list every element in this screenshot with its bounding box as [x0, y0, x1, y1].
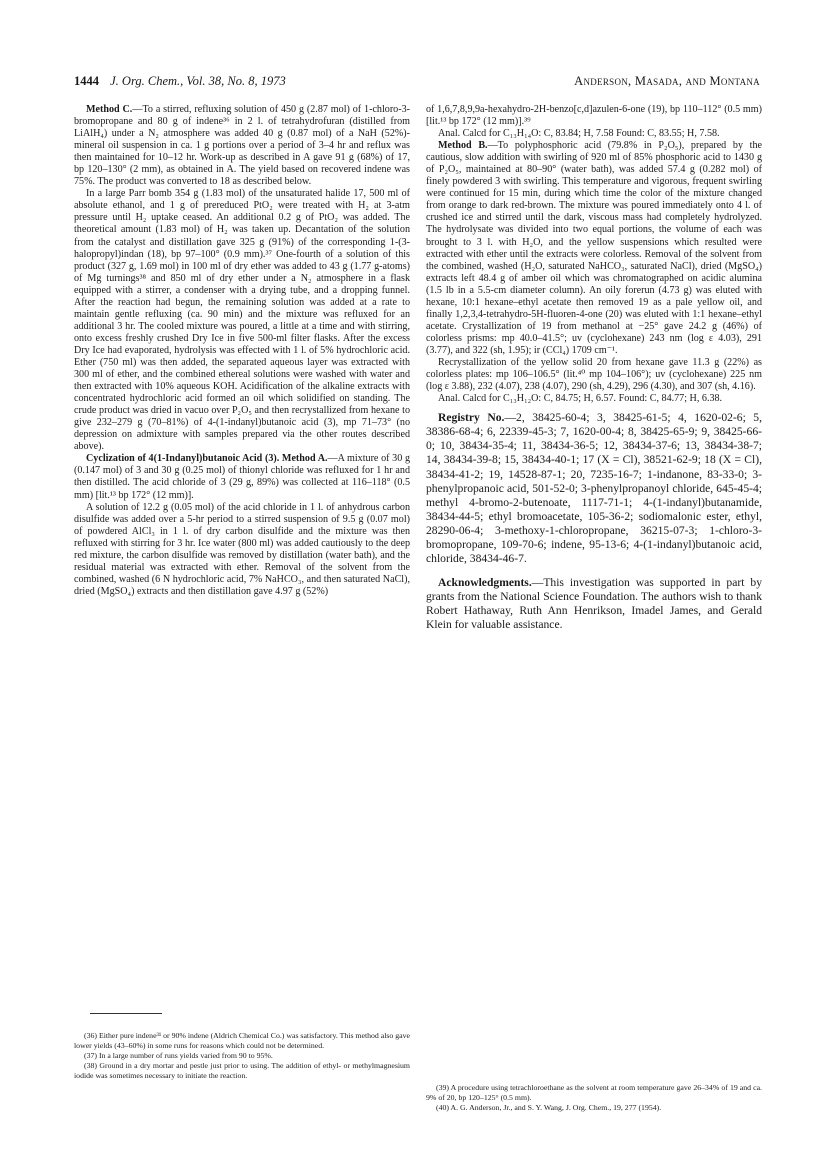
- registry-heading: Registry No.: [438, 411, 505, 425]
- footnotes-left: [74, 1031, 410, 1081]
- cyclization-heading: Cyclization of 4(1-Indanyl)butanoic Acid (3). Method A.: [86, 453, 328, 465]
- method-b-paragraph: [426, 140, 762, 357]
- continued-paragraph: of 1,6,7,8,9,9a-hexahydro-2H-benzo[c,d]azulen-6-one (19), bp 110–112° (0.5 mm) [lit.¹³ bp 172° (12 mm)].³⁹: [426, 104, 762, 128]
- cyclization-paragraph: [74, 453, 410, 501]
- method-c-heading: Method C.: [86, 104, 133, 115]
- footnote-36: (36) Either pure indene³¹ or 90% indene (Aldrich Chemical Co.) was satisfactory. This method also gave lower yields (43–60%) in some runs for reasons which could not be determined.: [74, 1031, 410, 1050]
- footnotes-right: [426, 1083, 762, 1113]
- acknowledgments-heading: Acknowledgments.: [438, 576, 532, 590]
- footnote-39: (39) A procedure using tetrachloroethane as the solvent at room temperature gave 26–34% of 19 and ca. 9% of 20, bp 120–125° (0.5 mm).: [426, 1083, 762, 1102]
- recrystallization-paragraph: Recrystallization of the yellow solid 20 from hexane gave 11.3 g (22%) as colorless plates: mp 106–106.5° (lit.⁴⁰ mp 104–106°); uv (cyclohexane) 225 nm (log ε 3.88), 232 (4.07), 238 (4.07), 290 (sh, 4.29), 296 (4.30), and 307 (sh, 4.16).: [426, 356, 762, 393]
- acid-chloride-paragraph: A solution of 12.2 g (0.05 mol) of the acid chloride in 1 l. of anhydrous carbon disulfide was added over a 5-hr period to a stirred suspension of 9.5 g (0.07 mol) of powdered AlCl₃ in 1 l. of dry carbon disulfide and the mixture was then refluxed with stirring for 3 hr. Ice water (800 ml) was added cautiously to the deep red mixture, the carbon disulfide was removed by distillation (water bath), and the residual material was extracted with ether. Removal of the solvent from the combined, washed (6 N hydrochloric acid, 7% NaHCO₃, and then saturated NaCl), dried (MgSO₄) extracts and then distillation gave 4.97 g (52%): [74, 501, 410, 597]
- registry-text: —2, 38425-60-4; 3, 38425-61-5; 4, 1620-02-6; 5, 38386-68-4; 6, 22339-45-3; 7, 1620-00-4; 8, 38425-65-9; 9, 38425-66-0; 10, 38434-35-4; 11, 38434-36-5; 12, 38434-37-6; 13, 38434-38-7; 14, 38434-39-8; 15, 38434-40-1; 17 (X = Cl), 38521-62-9; 18 (X = Cl), 38434-41-2; 19, 14528-87-1; 20, 7235-16-7; 1-indanone, 83-33-0; 3-phenylpropanoic acid, 501-52-0; 3-phenylpropanoyl chloride, 645-45-4; methyl 4-bromo-2-butenoate, 1117-71-1; 4-(1-indanyl)butanamide, 38434-44-5; ethyl bromoacetate, 105-36-2; sodiomalonic ester, ethyl, 28290-06-4; 3-methoxy-1-chloropropane, 36215-07-3; 1-chloro-3-bromopropane, 109-70-6; indene, 95-13-6; 4-(1-indanyl)butanoic acid, chloride, 38434-46-7.: [426, 411, 762, 566]
- acknowledgments-text: —This investigation was supported in part by grants from the National Science Foundation. The authors wish to thank Robert Hathaway, Ruth Ann Henrikson, Imadel James, and Gerald Klein for valuable assistance.: [426, 576, 762, 632]
- acknowledgments-paragraph: [426, 576, 762, 632]
- page-number: 1444: [74, 74, 99, 88]
- cyclization-text: —A mixture of 30 g (0.147 mol) of 3 and 30 g (0.25 mol) of thionyl chloride was refluxed for 1 hr and then distilled. The acid chloride of 3 (29 g, 89%) was collected at 116–118° (0.5 mm) [lit.¹³ bp 172° (12 mm)].: [74, 453, 410, 501]
- method-b-text: —To polyphosphoric acid (79.8% in P₂O₅), prepared by the cautious, slow addition with swirling of 920 ml of 85% phosphoric acid to 1430 g of P₂O₅, maintained at 80–90° (water bath), was added 57.4 g (0.282 mol) of finely powdered 3 with swirling. This temperature and vigorous, frequent swirling were continued for 15 min, during which time the color of the mixture changed from orange to dark red-brown. The mixture was poured immediately onto 4 l. of crushed ice and stirred until the dark, viscous mass had completely hydrolyzed. The hydrolysate was divided into two equal portions, the volume of each was brought to 3 l. with H₂O, and the yellow suspensions which resulted were extracted with ether until the extracts were colorless. Removal of the solvent from the combined, washed (H₂O, saturated NaHCO₃, saturated NaCl), dried (MgSO₄) extracts left 48.4 g of amber oil which was chromatographed on acidic alumina (1.5 lb in a 5.5-cm diameter column). An oily forerun (4.73 g) was eluted with hexane, 10:1 hexane–ethyl acetate then removed 19 as a pale yellow oil, and finally 1,2,3,4-tetrahydro-5H-fluoren-4-one (20) was eluted with 1:1 hexane–ethyl acetate. Crystallization of 19 from methanol at −25° gave 24.2 g (46%) of colorless prisms: mp 40.0–41.5°; uv (cyclohexane) 243 nm (log ε 4.03), 291 (3.77), and 322 (sh, 1.95); ir (CCl₄) 1709 cm⁻¹.: [426, 140, 762, 356]
- hydrogenation-paragraph: In a large Parr bomb 354 g (1.83 mol) of the unsaturated halide 17, 500 ml of absolute ethanol, and 1 g of prereduced PtO₂ were treated with H₂ at 3-atm pressure until H₂ uptake ceased. An additional 0.2 g of PtO₂ was added. The theoretical amount (1.83 mol) of H₂ was taken up. Decantation of the solution from the catalyst and distillation gave 325 g (91%) of the corresponding 1-(3-halopropyl)indan (18), bp 97–100° (0.9 mm).³⁷ One-fourth of a solution of this product (327 g, 1.69 mol) in 100 ml of dry ether was added to 43 g (1.77 g-atoms) of Mg turnings³⁸ and 850 ml of dry ether under a N₂ atmosphere in a flask equipped with a stirrer, a condenser with a drying tube, and a dropping funnel. After the reaction had begun, the remaining solution was added at a rate to maintain gentle refluxing (ca. 90 min) and the mixture was refluxed for an additional 3 hr. The cooled mixture was poured, a little at a time and with stirring, onto excess freshly crushed Dry Ice in five 500-ml filter flasks. After the excess Dry Ice had evaporated, hydrolysis was effected with 1 l. of 5% hydrochloric acid. Ether (750 ml) was then added, the separated aqueous layer was extracted with 300 ml of ether, and the combined ethereal solutions were washed with water and then extracted with 10% aqueous KOH. Acidification of the alkaline extracts with concentrated hydrochloric acid formed an oil which solidified on standing. The crude product was dried in vacuo over P₂O₅ and then recrystallized from hexane to give 232–279 g (70–81%) of 4-(1-indanyl)butanoic acid (3), mp 71–73° (no depression on admixture with samples prepared via the other routes described above).: [74, 188, 410, 453]
- running-authors: Anderson, Masada, and Montana: [574, 74, 760, 88]
- method-c-text: —To a stirred, refluxing solution of 450 g (2.87 mol) of 1-chloro-3-bromopropane and 80 g of indene³⁶ in 2 l. of tetrahydrofuran (distilled from LiAlH₄) under a N₂ atmosphere was added 40 g (0.87 mol) of a NaH (52%)-mineral oil suspension in ca. 1 g portions over a period of 3–4 hr and reflux was then maintained for 10–12 hr. Work-up as described in A gave 91 g (68%) of 17, bp 120–130° (2 mm), as obtained in A. The yield based on recovered indene was 75%. The product was converted to 18 as described below.: [74, 104, 411, 188]
- right-column: [426, 104, 762, 633]
- method-c-paragraph: [74, 104, 410, 188]
- analysis-paragraph-2: Anal. Calcd for C₁₃H₁₂O: C, 84.75; H, 6.57. Found: C, 84.77; H, 6.38.: [438, 393, 723, 405]
- journal-citation: J. Org. Chem., Vol. 38, No. 8, 1973: [110, 74, 286, 88]
- analysis-paragraph-1: Anal. Calcd for C₁₃H₁₄O: C, 83.84; H, 7.58 Found: C, 83.55; H, 7.58.: [438, 128, 720, 140]
- footnote-divider: [90, 1013, 162, 1014]
- registry-paragraph: [426, 411, 762, 566]
- running-header: [74, 74, 760, 92]
- footnote-38: (38) Ground in a dry mortar and pestle just prior to using. The addition of ethyl- or methylmagnesium iodide was sometimes necessary to initiate the reaction.: [74, 1061, 410, 1080]
- footnote-40: (40) A. G. Anderson, Jr., and S. Y. Wang, J. Org. Chem., 19, 277 (1954).: [436, 1103, 662, 1112]
- method-b-heading: Method B.: [438, 140, 488, 152]
- left-column: [74, 104, 410, 598]
- footnote-37: (37) In a large number of runs yields varied from 90 to 95%.: [84, 1051, 273, 1060]
